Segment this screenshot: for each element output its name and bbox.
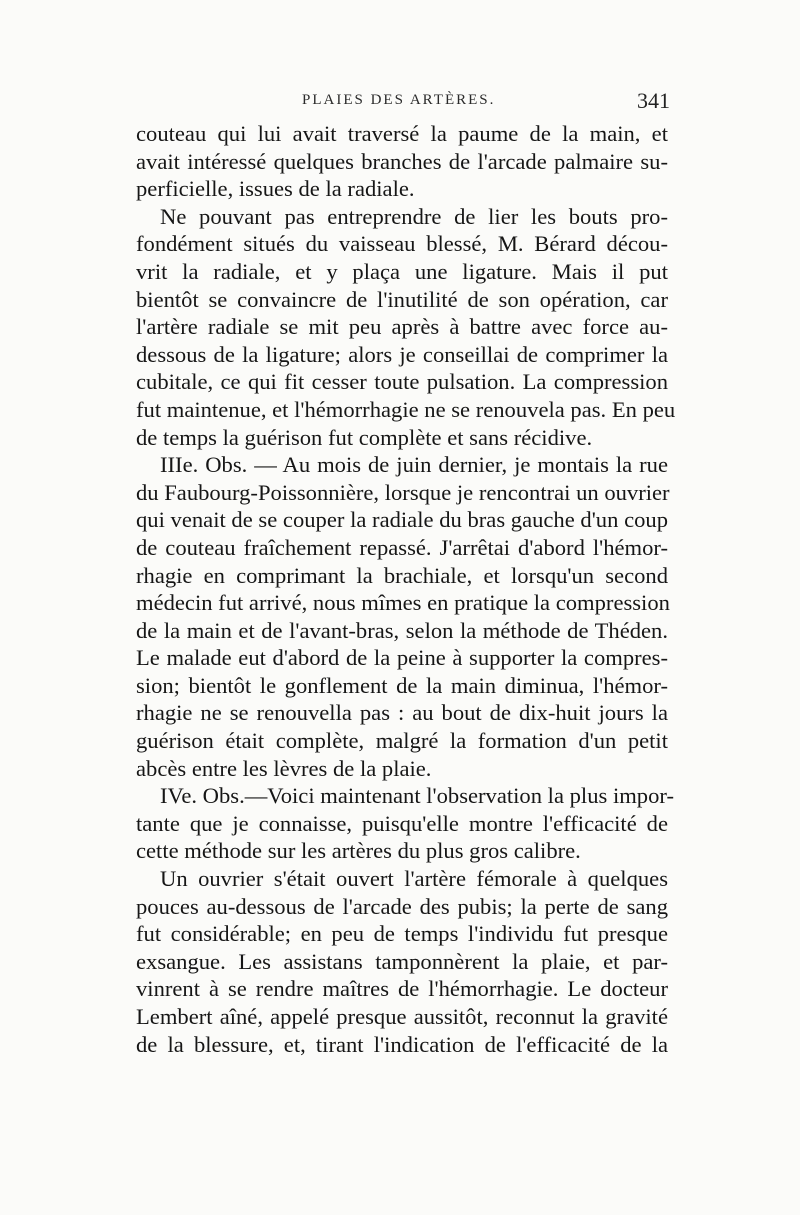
text-line: fondément situés du vaisseau blessé, M. Bérard décou- xyxy=(136,231,668,257)
body-text xyxy=(136,120,676,1058)
text-line: abcès entre les lèvres de la plaie. xyxy=(136,755,432,781)
text-line: de temps la guérison fut complète et sans récidive. xyxy=(136,424,593,450)
text-line: vinrent à se rendre maîtres de l'hémorrhagie. Le docteur xyxy=(136,976,668,1002)
text-line: tante que je connaisse, puisqu'elle montre l'efficacité de xyxy=(136,810,668,836)
text-line: sion; bientôt le gonflement de la main diminua, l'hémor- xyxy=(136,672,668,698)
text-line: avait intéressé quelques branches de l'arcade palmaire su- xyxy=(136,148,668,174)
text-line: l'artère radiale se mit peu après à battre avec force au- xyxy=(136,314,668,340)
text-line: cette méthode sur les artères du plus gros calibre. xyxy=(136,838,581,864)
text-line: du Faubourg-Poissonnière, lorsque je rencontrai un ouvrier xyxy=(136,479,670,505)
text-line: de la main et de l'avant-bras, selon la méthode de Théden. xyxy=(136,617,668,643)
running-head: PLAIES DES ARTÈRES. xyxy=(302,92,496,108)
text-line: vrit la radiale, et y plaça une ligature. Mais il put xyxy=(136,258,668,284)
text-line: bientôt se convaincre de l'inutilité de son opération, car xyxy=(136,286,668,312)
text-line: fut maintenue, et l'hémorrhagie ne se renouvela pas. En peu xyxy=(136,396,676,422)
page-number: 341 xyxy=(637,88,670,113)
text-line: rhagie ne se renouvella pas : au bout de dix-huit jours la xyxy=(136,700,668,726)
text-line: Lembert aîné, appelé presque aussitôt, reconnut la gravité xyxy=(136,1004,668,1029)
text-line: de couteau fraîchement repassé. J'arrêtai d'abord l'hémor- xyxy=(136,534,668,560)
text-line: perficielle, issues de la radiale. xyxy=(136,176,415,202)
text-line: fut considérable; en peu de temps l'individu fut presque xyxy=(136,921,668,947)
page-header xyxy=(250,88,670,116)
text-line: de la blessure, et, tirant l'indication de l'efficacité de la xyxy=(136,1031,668,1057)
text-line: guérison était complète, malgré la formation d'un petit xyxy=(136,728,668,754)
text-line: cubitale, ce qui fit cesser toute pulsation. La compression xyxy=(136,369,668,395)
text-line: Le malade eut d'abord de la peine à supporter la compres- xyxy=(136,645,668,671)
text-line: médecin fut arrivé, nous mîmes en pratique la compression xyxy=(136,590,670,616)
text-line: Un ouvrier s'était ouvert l'artère fémorale à quelques xyxy=(160,866,668,892)
text-line: qui venait de se couper la radiale du bras gauche d'un coup xyxy=(136,507,668,533)
text-line: IVe. Obs.—Voici maintenant l'observation la plus impor- xyxy=(160,783,674,809)
text-line: dessous de la ligature; alors je conseillai de comprimer la xyxy=(136,341,668,367)
text-line: rhagie en comprimant la brachiale, et lorsqu'un second xyxy=(136,562,668,588)
text-line: couteau qui lui avait traversé la paume de la main, et xyxy=(136,121,668,146)
text-line: Ne pouvant pas entreprendre de lier les bouts pro- xyxy=(160,203,668,229)
text-line: pouces au-dessous de l'arcade des pubis; la perte de sang xyxy=(136,893,668,919)
text-line: exsangue. Les assistans tamponnèrent la plaie, et par- xyxy=(136,948,668,974)
text-line: IIIe. Obs. — Au mois de juin dernier, je montais la rue xyxy=(160,452,668,478)
